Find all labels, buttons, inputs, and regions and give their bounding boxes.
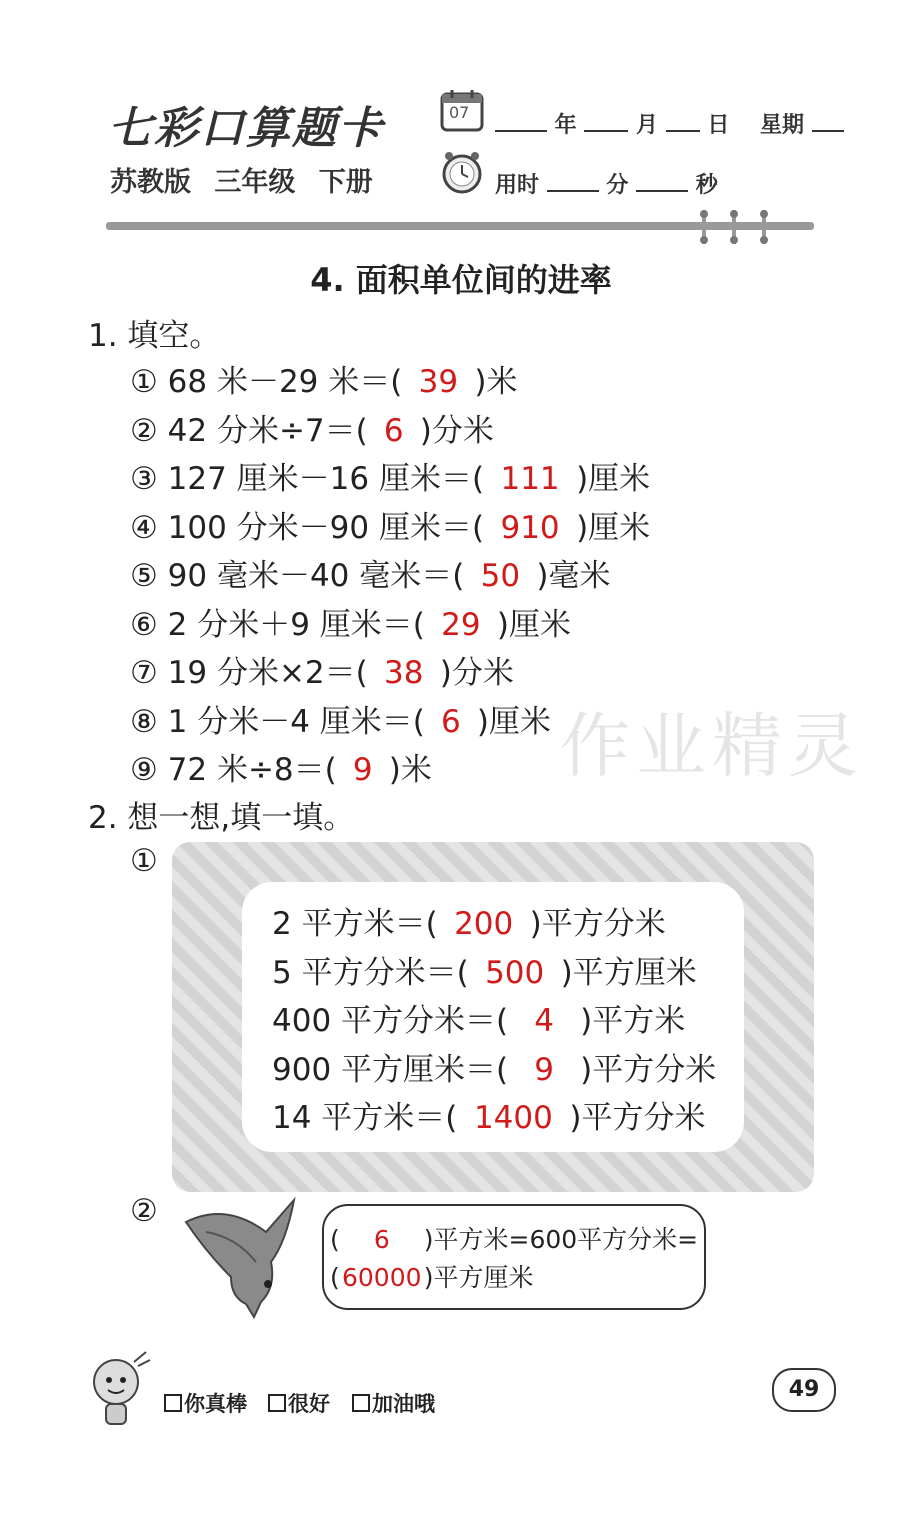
item-number: ⑦ [130, 655, 158, 691]
unit-text: )厘米 [476, 703, 552, 740]
unit-text: )毫米 [536, 558, 611, 594]
question-text: 90 毫米－40 毫米＝( [167, 558, 465, 594]
calendar-day: 07 [449, 103, 470, 122]
exercise-row [130, 550, 610, 595]
unit-text: )分米 [419, 412, 494, 449]
year-blank[interactable] [495, 110, 547, 132]
checkbox-icon[interactable] [352, 1394, 370, 1412]
unit-text: )平方厘米 [560, 954, 697, 991]
checkbox-icon[interactable] [164, 1394, 182, 1412]
answer-box[interactable]: 6 [373, 1225, 390, 1254]
answer-box[interactable]: 6 [383, 412, 404, 449]
part2-number: ② [130, 1193, 158, 1229]
month-label: 月 [636, 113, 659, 138]
answer-box[interactable]: 38 [384, 655, 424, 691]
minutes-label: 分 [606, 173, 629, 198]
day-blank[interactable] [666, 110, 700, 132]
item-number: ⑥ [130, 606, 158, 643]
unit-text: )米 [474, 364, 518, 400]
week-blank[interactable] [812, 110, 844, 132]
answer-box[interactable]: 4 [534, 1003, 554, 1039]
part1-number: ① [130, 843, 158, 879]
question-text: 5 平方分米＝( [272, 954, 469, 991]
item-number: ② [130, 412, 158, 449]
section2-heading: 2. 想一想,填一填。 [88, 800, 355, 836]
check-label: 很好 [288, 1392, 330, 1416]
date-fields [495, 108, 844, 139]
week-label: 星期 [760, 113, 805, 138]
edition-label: 苏教版 三年级 下册 [110, 167, 373, 198]
answer-box[interactable]: 910 [500, 509, 560, 546]
check-label: 加油哦 [372, 1392, 435, 1416]
answer-box[interactable]: 111 [500, 461, 560, 497]
question-text: 400 平方分米＝( [272, 1003, 509, 1039]
answer-box[interactable]: 60000 [342, 1263, 422, 1292]
unit-text: )厘米 [496, 606, 572, 643]
unit-text: )平方米 [580, 1003, 686, 1039]
unit-text: )平方分米 [529, 906, 666, 942]
item-number: ③ [130, 461, 158, 497]
question-text: 900 平方厘米＝( [272, 1051, 509, 1088]
conversion-row [272, 1092, 706, 1137]
answer-box[interactable]: 1400 [473, 1100, 553, 1136]
answer-box[interactable]: 50 [480, 558, 521, 594]
answer-box[interactable]: 29 [441, 606, 481, 643]
divider-ornament [696, 210, 776, 248]
conversion-row [272, 995, 685, 1040]
conversion-row [272, 1044, 716, 1089]
item-number: ⑤ [130, 558, 158, 594]
question-text: 72 米÷8＝( [167, 752, 337, 788]
watermark: 作业精灵 [560, 705, 864, 787]
answer-box[interactable]: 9 [352, 752, 373, 788]
answer-box[interactable]: 6 [441, 703, 461, 740]
unit-text: )分米 [439, 655, 514, 691]
answer-box[interactable]: 39 [418, 364, 459, 400]
day-label: 日 [707, 113, 730, 138]
exercise-row [130, 453, 650, 498]
unit-text: )平方分米 [580, 1051, 717, 1088]
answer-box[interactable]: 9 [534, 1051, 554, 1088]
minutes-blank[interactable] [547, 170, 599, 192]
item-number: ⑧ [130, 703, 158, 740]
parrot-illustration [176, 1192, 306, 1326]
clock-icon [440, 150, 484, 194]
seconds-label: 秒 [695, 173, 718, 198]
mascot-illustration [86, 1350, 156, 1434]
check-great[interactable] [164, 1388, 247, 1418]
conversion-row [272, 947, 697, 992]
question-text: 127 厘米－16 厘米＝( [167, 461, 485, 497]
exercise-row [130, 405, 494, 450]
unit-text: )平方分米 [569, 1100, 706, 1136]
item-number: ① [130, 364, 158, 400]
exercise-row [130, 599, 571, 644]
exercise-row [130, 502, 650, 547]
exercise-row [130, 744, 432, 789]
page-title: 4. 面积单位间的进率 [310, 261, 612, 299]
question-text: 68 米－29 米＝( [167, 364, 403, 400]
bubble-line-1 [330, 1220, 698, 1256]
year-label: 年 [554, 113, 577, 138]
seconds-blank[interactable] [636, 170, 688, 192]
question-text: 19 分米×2＝( [167, 655, 368, 691]
exercise-row [130, 647, 514, 692]
question-text: 1 分米－4 厘米＝( [167, 703, 425, 740]
time-fields [495, 168, 718, 199]
exercise-row [130, 356, 517, 401]
question-text: 2 平方米＝( [272, 906, 438, 942]
answer-box[interactable]: 200 [454, 906, 514, 942]
question-text: 14 平方米＝( [272, 1100, 458, 1136]
exercise-row [130, 696, 551, 741]
month-blank[interactable] [584, 110, 628, 132]
section1-heading: 1. 填空。 [88, 318, 221, 354]
brand-logo: 七彩口算题卡 [108, 103, 384, 154]
bubble-paren-open: ( [330, 1225, 340, 1254]
time-label: 用时 [495, 173, 540, 198]
check-keep-going[interactable] [352, 1388, 435, 1418]
bubble-paren-open: ( [330, 1263, 340, 1292]
item-number: ④ [130, 509, 158, 546]
check-label: 你真棒 [184, 1392, 247, 1416]
calendar-icon [440, 88, 484, 132]
question-text: 42 分米÷7＝( [167, 412, 368, 449]
checkbox-icon[interactable] [268, 1394, 286, 1412]
bubble-line-2 [330, 1258, 534, 1294]
bubble-text: )平方米=600平方分米= [423, 1225, 699, 1254]
bubble-text: )平方厘米 [423, 1263, 534, 1292]
question-text: 100 分米－90 厘米＝( [167, 509, 485, 546]
conversion-row [272, 898, 666, 943]
unit-text: )厘米 [576, 461, 651, 497]
question-text: 2 分米＋9 厘米＝( [167, 606, 425, 643]
item-number: ⑨ [130, 752, 158, 788]
check-good[interactable] [268, 1388, 330, 1418]
page-number: 49 [772, 1368, 836, 1412]
answer-box[interactable]: 500 [485, 954, 545, 991]
unit-text: )米 [388, 752, 432, 788]
unit-text: )厘米 [576, 509, 651, 546]
